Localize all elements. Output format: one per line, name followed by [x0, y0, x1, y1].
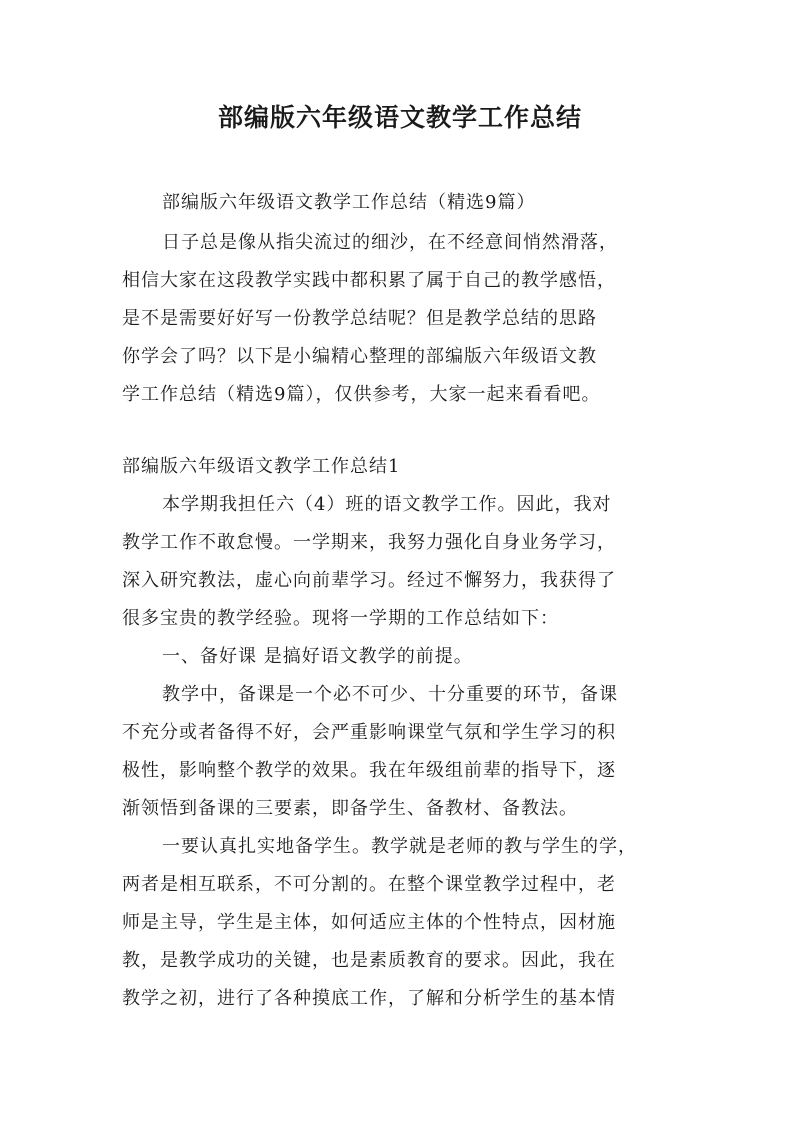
body-line-7: 不充分或者备得不好，会严重影响课堂气氛和学生学习的积 [122, 722, 616, 743]
body-line-5: 一、备好课 是搞好语文教学的前提。 [162, 646, 473, 667]
body-line-1: 本学期我担任六（4）班的语文教学工作。因此，我对 [162, 494, 612, 515]
body-line-11: 两者是相互联系，不可分割的。在整个课堂教学过程中，老 [122, 874, 616, 895]
body-line-8: 极性，影响整个教学的效果。我在年级组前辈的指导下，逐 [122, 760, 616, 781]
body-line-4: 很多宝贵的教学经验。现将一学期的工作总结如下： [122, 608, 559, 629]
body-line-2: 教学工作不敢怠慢。一学期来，我努力强化自身业务学习， [122, 532, 616, 553]
body-line-12: 师是主导，学生是主体，如何适应主体的个性特点，因材施 [122, 912, 616, 933]
body-line-3: 深入研究教法，虚心向前辈学习。经过不懈努力，我获得了 [122, 570, 616, 591]
section-heading: 部编版六年级语文教学工作总结1 [122, 456, 401, 477]
intro-line-3: 是不是需要好好写一份教学总结呢？但是教学总结的思路 [122, 308, 597, 329]
intro-line-1: 日子总是像从指尖流过的细沙，在不经意间悄然滑落， [162, 232, 618, 253]
body-line-13: 教，是教学成功的关键，也是素质教育的要求。因此，我在 [122, 950, 616, 971]
document-title: 部编版六年级语文教学工作总结 [217, 103, 582, 132]
body-line-10: 一要认真扎实地备学生。教学就是老师的教与学生的学， [162, 836, 637, 857]
intro-line-4: 你学会了吗？以下是小编精心整理的部编版六年级语文教 [122, 346, 597, 367]
body-line-14: 教学之初，进行了各种摸底工作，了解和分析学生的基本情 [122, 988, 616, 1009]
body-line-9: 渐领悟到备课的三要素，即备学生、备教材、备教法。 [122, 798, 578, 819]
intro-line-2: 相信大家在这段教学实践中都积累了属于自己的教学感悟， [122, 270, 616, 291]
subtitle-line: 部编版六年级语文教学工作总结（精选9篇） [162, 192, 536, 213]
body-line-6: 教学中，备课是一个必不可少、十分重要的环节，备课 [162, 684, 618, 705]
intro-line-5: 学工作总结（精选9篇），仅供参考，大家一起来看看吧。 [122, 384, 601, 405]
